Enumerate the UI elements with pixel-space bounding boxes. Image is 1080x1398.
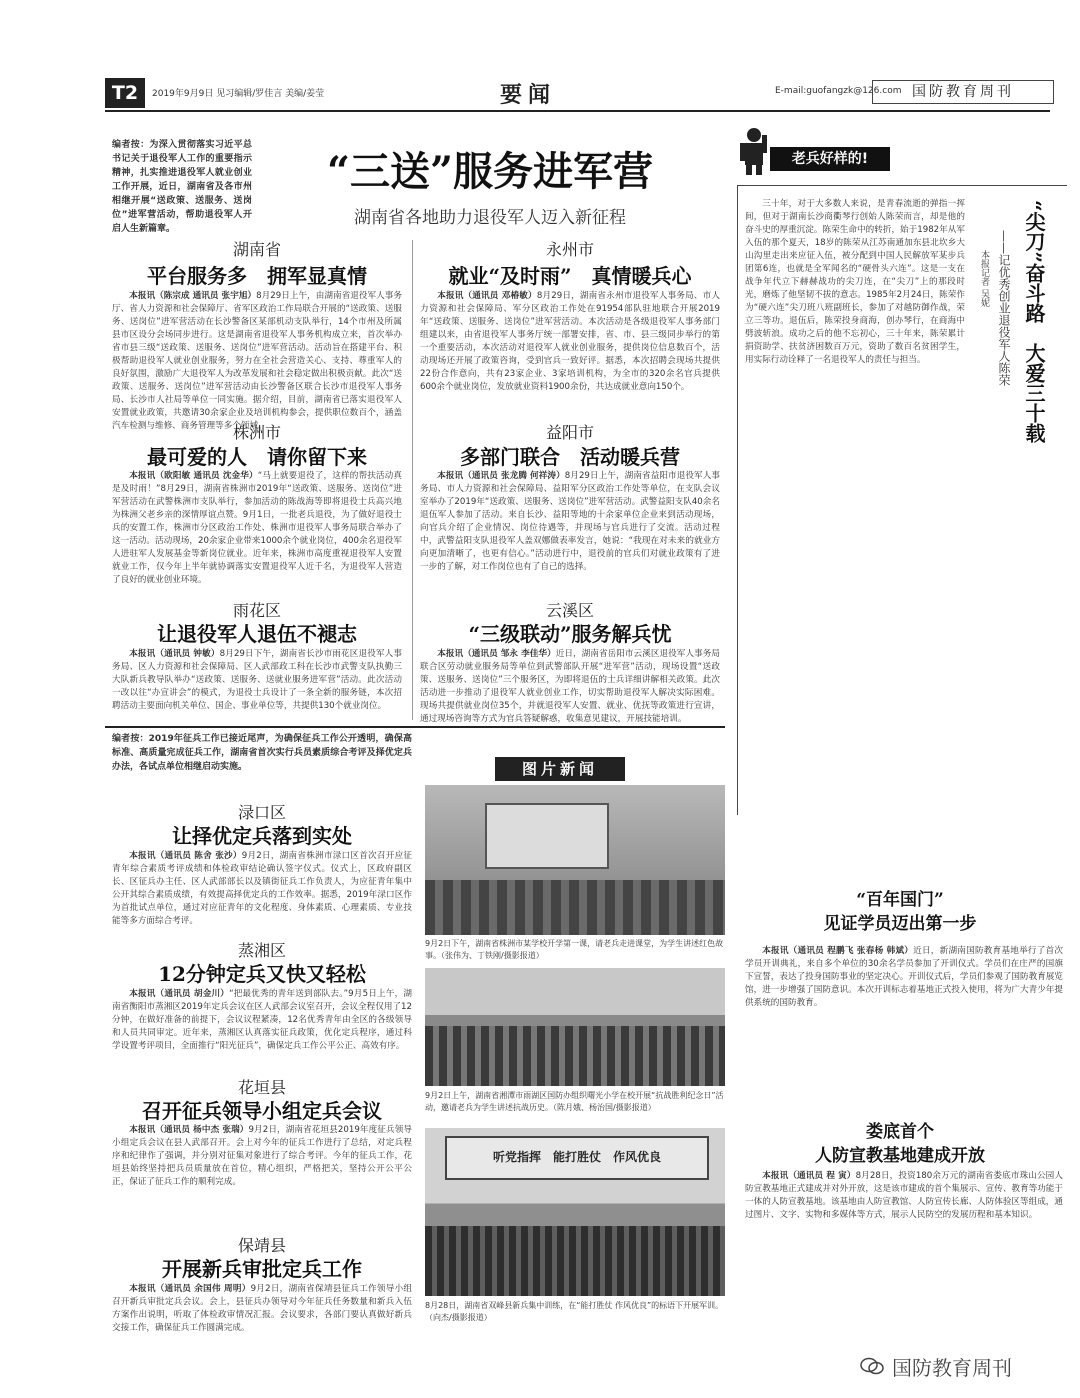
headline-lukou: 让择优定兵落到实处: [172, 824, 352, 848]
section-rule: [105, 726, 725, 728]
watermark-text: 国防教育周刊: [892, 1355, 1012, 1380]
sidebar-subtitle: ——记优秀创业退役军人陈荣: [997, 230, 1011, 386]
headline-yongzhou: 就业“及时雨” 真情暖兵心: [448, 264, 692, 288]
section-title: 要闻: [500, 82, 557, 108]
article-yuhua: 本报讯（通讯员 钟敏）8月29日下午，湖南省长沙市雨花区退役军人事务局、区人力资源和社会保障局、区人武部政工科在长沙市武警支队执勤三大队新兵教导队举办“送政策、送服务、送就业服务进军营”活动。此次活动一改以往“办宣讲会”的模式，为退役士兵设计了一条全新的服务链，本次招聘活动主要面向机关单位、国企、事业单位等，共提供130个就业岗位。: [112, 649, 402, 711]
classroom-photo: [425, 785, 725, 935]
headline-zhuzhou: 最可爱的人 请你留下来: [147, 445, 367, 469]
article-hunan: 本报讯（陈宗成 通讯员 张宇旭）8月29日上午，由湖南省退役军人事务厅、省人力资源和社会保障厅、省军区政治工作局联合开展的“送政策、送服务、送岗位”进军营活动在长沙警备区某部机动支队举行，14个市州及所属县市区设分会场同步进行。这是湖南省退役军人事务机构成立来，首次举办省市县三级“送政策、送服务、送岗位”进军营活动。活动旨在搭建平台、积极帮助退役军人就业创业服务，努力在全社会营造关心、支持、尊重军人的良好氛围，激励广大退役军人为改革发展和社会稳定做出积极贡献。此次“送政策、送服务、送岗位”进军营活动由长沙警备区联合长沙市退役军人事务局、长沙市人社局等单位一同实施。据介绍，目前，湖南省已落实退役军人安置就业政策，共邀请30余家企业及培训机构参会，提供职位数百个，涵盖汽车检测与维修、商务管理等多个领域。: [112, 291, 403, 431]
sidebar-article: 三十年，对于大多数人来说，是青春流逝的弹指一挥间，但对于湖南长沙商衢琴行创始人陈荣而言，却是他的奋斗史的厚重沉淀。陈荣生命中的转折，始于1982年从军入伍的那个夏天，18岁的陈荣从江苏南通加东县北坎乡大山沟里走出来应征入伍，被分配到中国人民解放军某步兵团第6连，也就是全军闻名的“硬骨头六连”。这是一支在战争年代立下赫赫战功的尖刀连，在“尖刀”上的那段时光，磨炼了他坚韧不拔的意志。1985年2月24日，陈荣作为“硬六连”尖刀班八班副班长，参加了对越防御作战，荣立三等功。退伍后，陈荣投身商海，创办琴行，在商海中劈波斩浪。成功之后的他不忘初心，三十年来，陈荣累计捐资助学、扶贫济困数百万元，资助了数百名贫困学生，用实际行动诠释了一名退役军人的责任与担当。: [745, 199, 965, 365]
region-label-yiyang: 益阳市: [545, 423, 594, 442]
wechat-watermark: [860, 1348, 1012, 1384]
photo-caption-3: 8月28日，湖南省双峰县新兵集中训练，在“能打胜仗 作风优良”的标语下开展军训。（向杰/摄影报道）: [425, 1301, 724, 1322]
date-line: 2019年9月9日 见习编辑/罗佳言 美编/姜莹: [152, 89, 325, 99]
main-subtitle: 湖南省各地助力退役军人迈入新征程: [354, 208, 626, 228]
projection-screen: [485, 803, 609, 869]
photo-caption-2: 9月2日上午，湖南省湘潭市雨湖区国防办组织曙光小学在校开展“抗战胜利纪念日”活动，邀请老兵为学生讲述抗战历史。（陈月娥、杨治国/摄影报道）: [425, 1091, 724, 1112]
editor-note: 编者按：为深入贯彻落实习近平总书记关于退役军人工作的重要指示精神，扎实推进退役军人就业创业工作开展，近日，湖南省及各市州相继开展“送政策、送服务、送岗位”进军营活动，帮助退役军人开启人生新篇章。: [112, 140, 252, 234]
article-bainian: 本报讯（通讯员 程鹏飞 张春杨 韩斌）近日，新湖南国防教育基地举行了首次学员开训典礼，来自多个单位的30余名学员参加了开训仪式。学员们在庄严的国旗下宣誓，表达了投身国防事业的坚定决心。开训仪式后，学员们参观了国防教育展览馆，进一步增强了国防意识。本次开训标志着基地正式投入使用，将为广大青少年提供系统的国防教育。: [745, 946, 1063, 1008]
veteran-badge-text: 老兵好样的!: [770, 147, 890, 171]
sidebar-top-rule: [737, 185, 1067, 186]
newspaper-logo: 国防教育周刊: [872, 80, 1054, 104]
column-divider: [412, 240, 413, 720]
article-baojing: 本报讯（通讯员 余国伟 周明）9月2日，湖南省保靖县征兵工作领导小组召开新兵审批定兵会议。会上，县征兵办领导对今年征兵任务数量和新兵入伍方案作出说明，听取了体检政审情况汇报。会议要求，各部门要认真做好新兵交接工作，确保征兵工作圆满完成。: [112, 1284, 412, 1333]
headline-bainian: “百年国门” 见证学员迈出第一步: [823, 890, 977, 934]
veteran-badge: [730, 125, 890, 175]
sidebar-byline: 本报记者 吴妮: [979, 250, 989, 307]
audience-rows: [425, 880, 725, 935]
article-yunxi: 本报讯（通讯员 邹永 李佳华）近日，湖南省岳阳市云溪区退役军人事务局联合区劳动就业服务局等单位到武警部队开展“进军营”活动，现场设置“送政策、送服务、送岗位”三个服务区，为即将退伍的士兵详细讲解相关政策。此次活动进一步推动了退役军人就业创业工作，切实帮助退役军人解决实际困难。现场共提供就业岗位35个，并就退役军人安置、就业、优抚等政策进行宣讲，通过现场咨询等方式为官兵答疑解惑，收集意见建议，开展技能培训。: [420, 649, 720, 724]
article-zhengxiang: 本报讯（通讯员 胡金川）“把最优秀的青年送到部队去。”9月5日上午，湖南省衡阳市蒸湘区2019年定兵会议在区人武部会议室召开，会议全程仅用了12分钟，在做好准备的前提下，会议议程紧凑，12名优秀青年由全区的各级领导和人员共同审定。近年来，蒸湘区认真落实征兵政策，优化定兵程序，通过科学设置考评项目，全面推行“阳光征兵”，确保定兵工作公平公正、高效有序。: [112, 989, 412, 1051]
email-line: E-mail:guofangzk@126.com: [775, 86, 902, 96]
region-label-huayuan: 花垣县: [237, 1078, 286, 1097]
headline-yunxi: “三级联动”服务解兵忧: [468, 622, 672, 646]
region-label-yunxi: 云溪区: [545, 601, 594, 620]
slogan-banner: 听党指挥 能打胜仗 作风优良: [445, 1136, 709, 1180]
headline-hunan: 平台服务多 拥军显真情: [147, 264, 367, 288]
page-number-badge: T2: [105, 78, 145, 108]
headline-huayuan: 召开征兵领导小组定兵会议: [142, 1099, 382, 1123]
region-label-lukou: 渌口区: [237, 803, 286, 822]
headline-zhengxiang: 12分钟定兵又快又轻松: [158, 962, 366, 986]
article-loudi: 本报讯（通讯员 程 寅）8月28日，投资180余万元的湖南省娄底市珠山公园人防宣教基地正式建成并对外开放，这是该市建成的首个集展示、宣传、教育等功能于一体的人防宣教基地。该基地由人防宣教馆、人防宣传长廊、人防体验区等组成，通过图片、文字、实物和多媒体等方式，展示人民防空的发展历程和基本知识。: [745, 1171, 1063, 1220]
headline-baojing: 开展新兵审批定兵工作: [162, 1257, 362, 1281]
article-lukou: 本报讯（通讯员 陈舍 张沙）9月2日，湖南省株洲市渌口区首次召开应征青年综合素质考评成绩和体检政审结论确认签字仪式。仪式上，区政府副区长、区征兵办主任、区人武部部长以及镇街征兵工作负责人，为应征青年集中公开其综合素质成绩，有效提高择优定兵的工作效率。据悉，2019年渌口区作为首批试点单位，通过对应征青年的文化程度、身体素质、心理素质、专业技能等多方面综合考评。: [112, 851, 413, 926]
main-title: “三送”服务进军营: [326, 148, 653, 195]
sidebar-border: [737, 185, 738, 815]
article-zhuzhou: 本报讯（欧阳敏 通讯员 沈金华）“马上就要退役了，这样的帮扶活动真是及时雨！”8月29日，湖南省株洲市2019年“送政策、送服务、送岗位”进军营活动在武警株洲市支队举行，参加活动的陈战海等即将退役士兵高兴地为株洲父老乡亲的深情厚谊点赞。9月1日，一批老兵退役，为了做好退役士兵的安置工作，株洲市分区政治工作处、株洲市退役军人事务局联合举办了这一活动。活动现场，20余家企业带来1000余个就业岗位，400余名退役军人进驻军人发展基金等新岗位就业。近年来，株洲市高度重视退役军人安置就业工作，仅今年上半年就协调落实安置退役军人近千名，为退役军人营造了良好的就业创业环境。: [112, 471, 402, 585]
headline-loudi: 娄底首个 人防宣教基地建成开放: [815, 1122, 985, 1166]
region-label-zhuzhou: 株洲市: [232, 423, 281, 442]
photo-caption-1: 9月2日下午，湖南省株洲市某学校开学第一课，请老兵走进课堂，为学生讲述红色故事。（张伟为、丁铁刚/摄影报道）: [425, 939, 724, 960]
students-crowd: [425, 1026, 725, 1086]
soldiers-formation: [425, 1226, 725, 1296]
headline-yiyang: 多部门联合 活动暖兵营: [460, 445, 680, 469]
headline-yuhua: 让退役军人退伍不褪志: [157, 622, 357, 646]
region-label-zhengxiang: 蒸湘区: [237, 941, 286, 960]
region-label-yuhua: 雨花区: [232, 601, 281, 620]
header-rule: [105, 110, 1050, 112]
article-huayuan: 本报讯（通讯员 杨中杰 张瑞）9月2日，湖南省花垣县2019年度征兵领导小组定兵会议在县人武部召开。会上对今年的征兵工作进行了总结，对定兵程序和纪律作了强调，并分别对征集对象进行了综合考评。今年的征兵工作，花垣县始终坚持把兵员质量放在首位，精心组织，严格把关，坚持公开公平公正，保证了征兵工作的顺利完成。: [112, 1125, 412, 1187]
region-label-hunan: 湖南省: [232, 240, 281, 259]
sidebar-title: “尖刀”奋斗路 大爱三十载: [1022, 200, 1046, 444]
article-yongzhou: 本报讯（通讯员 邓椿敏）8月29日，湖南省永州市退役军人事务局、市人力资源和社会保障局、军分区政治工作处在91954部队驻地联合开展2019年“送政策、送服务、送岗位”进军营活动。本次活动是各级退役军人事务部门组建以来，由省退役军人事务厅统一部署安排，省、市、县三级同步举行的第一个重要活动，本次活动对退役军人就业创业服务，提供岗位信息数百个，活动现场还开展了政策咨询，受到官兵一致好评。据悉，本次招聘会现场共提供22份合作意向，共有23家企业、3家培训机构，为全市的320余名官兵提供600余个就业岗位，发放就业资料1900余份，共达成就业意向150个。: [420, 291, 720, 392]
region-label-baojing: 保靖县: [237, 1236, 286, 1255]
region-label-yongzhou: 永州市: [545, 240, 594, 259]
school-photo: [425, 968, 725, 1086]
training-photo: [425, 1128, 725, 1296]
editor-note-2: 编者按：2019年征兵工作已接近尾声，为确保征兵工作公开透明，确保高标准、高质量完成征兵工作，湖南省首次实行兵员素质综合考评及择优定兵办法，各试点单位相继启动实施。: [112, 734, 412, 772]
wechat-icon: [860, 1356, 884, 1376]
article-yiyang: 本报讯（通讯员 张龙腾 何祥涛）8月29日上午，湖南省益阳市退役军人事务局、市人力资源和社会保障局、益阳军分区政治工作处等单位，在支队会议室举办了2019年“送政策、送服务、送岗位”进军营活动。武警益阳支队40余名退伍军人参加了活动。来自长沙、益阳等地的十余家单位企业来到活动现场，向官兵介绍了企业情况、岗位待遇等，并现场与官兵进行了交流。活动过程中，武警益阳支队退役军人盖双娜做表率发言，她说：“我现在对未来的就业方向更加清晰了，也更有信心。”活动进行中，退役前的官兵们对就业政策有了进一步的了解，对工作岗位也有了自己的选择。: [420, 471, 720, 572]
photo-news-label: 图片新闻: [495, 757, 625, 781]
